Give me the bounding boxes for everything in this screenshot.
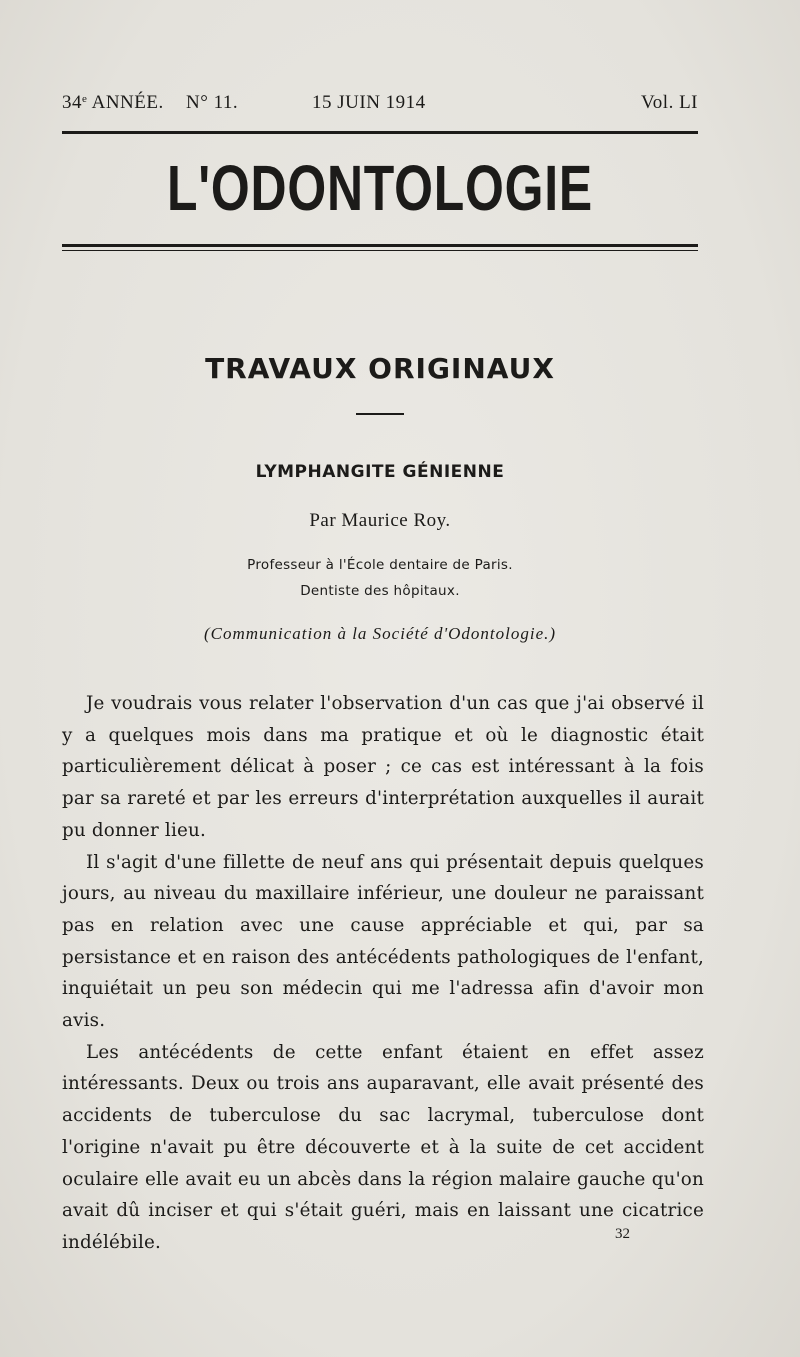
article-title: LYMPHANGITE GÉNIENNE: [255, 462, 505, 482]
page-number: 32: [615, 1226, 630, 1242]
volume: Vol. LI: [641, 92, 698, 113]
author-affiliation-1: Professeur à l'École dentaire de Paris.: [247, 557, 513, 573]
author-affiliation-2: Dentiste des hôpitaux.: [300, 583, 460, 599]
title-rule-thick: [62, 244, 698, 247]
body-paragraph: Les antécédents de cette enfant étaient en effet assez intéressants. Deux ou trois ans auparavant, elle avait présenté des accidents de tuberculose du sac lacrymal, tuberculose dont l'origine n'avait pu être découverte et à la suite de cet accident oculaire elle avait eu un abcès dans la région malaire gauche qu'on avait dû inciser et qui s'était guéri, mais en laissant une cicatrice indélébile.: [62, 1041, 704, 1253]
article-body: [62, 688, 704, 1259]
section-title: TRAVAUX ORIGINAUX: [205, 352, 555, 385]
section-divider: [356, 413, 404, 415]
issue-year: [62, 92, 164, 114]
issue-year-text: ANNÉE.: [87, 92, 164, 113]
body-paragraph: Je voudrais vous relater l'observation d'un cas que j'ai observé il y a quelques mois dans ma pratique et où le diagnostic était particulièrement délicat à poser ; ce cas est intéressant à la fois par sa rareté et par les erreurs d'interprétation auxquelles il aurait pu donner lieu.: [62, 693, 704, 841]
issue-year-number: 34: [62, 92, 82, 113]
issue-date: 15 JUIN 1914: [312, 92, 426, 113]
journal-title: L'ODONTOLOGIE: [166, 152, 594, 224]
issue-year-suffix: e: [82, 93, 88, 105]
issue-number: N° 11.: [186, 92, 239, 113]
running-header: [62, 92, 698, 116]
body-paragraph: Il s'agit d'une fillette de neuf ans qui présentait depuis quelques jours, au niveau du maxillaire inférieur, une douleur ne paraissant pas en relation avec une cause appréciable et qui, par sa persistance et en raison des antécédents pathologiques de l'enfant, inquiétait un peu son médecin qui me l'adressa afin d'avoir mon avis.: [62, 851, 704, 1032]
header-rule-top: [62, 131, 698, 134]
author-byline: Par Maurice Roy.: [309, 510, 451, 531]
communication-note: (Communication à la Société d'Odontologie.): [203, 624, 557, 643]
title-rule-thin: [62, 250, 698, 251]
